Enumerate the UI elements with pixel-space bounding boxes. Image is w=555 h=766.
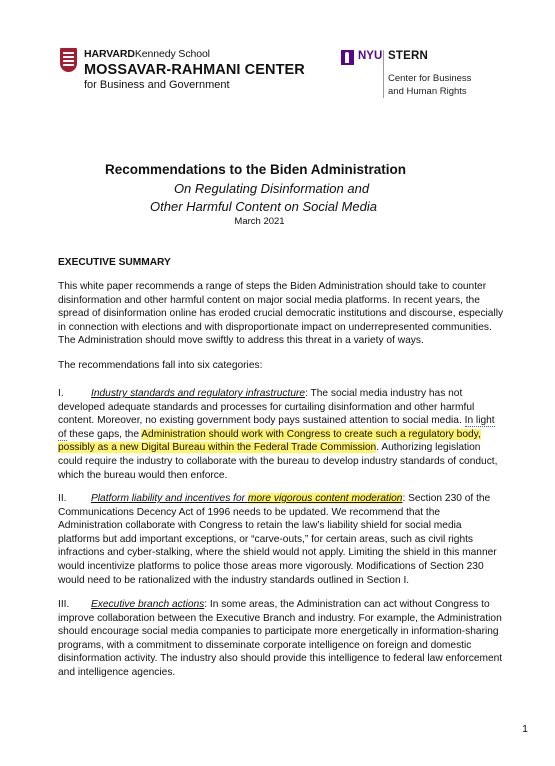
recommendation-text: these gaps, the (66, 428, 142, 440)
recommendation-text: . Authorizing legislation could require the industry to collaborate with the bureau to develop industry standards of conduct, which the bureau would then enforce. (58, 442, 498, 481)
document-subtitle-line2: Other Harmful Content on Social Media (150, 199, 377, 214)
nyu-center-subtitle (388, 72, 471, 98)
highlighted-text: more vigorous content moderation (247, 493, 403, 504)
recommendation-title-text: Platform liability and incentives for (91, 493, 248, 504)
document-subtitle-line1: On Regulating Disinformation and (173, 181, 370, 196)
recommendation-title: Industry standards and regulatory infrastructure (91, 388, 306, 399)
nyu-torch-icon (341, 50, 354, 65)
harvard-shield-icon (60, 48, 77, 72)
nyu-subtitle-line2: and Human Rights (388, 86, 467, 97)
grammar-flagged-text: In light of (58, 415, 495, 440)
recommendation-numeral: III. (58, 599, 70, 610)
nyu-logo-divider (383, 50, 384, 98)
hks-kennedy-school-words: Kennedy School (134, 48, 210, 60)
recommendation-text: : In some areas, the Administration can act without Congress to improve collaboration between the Executive Branch and industry. For example, the Administration should encourage social media companies to participate more energetically in information-sharing programs, with a commitment to disseminate corporate intelligence on foreign and domestic disinformation activity. The industry also should provide this intelligence to federal law enforcement and intelligence agencies. (58, 599, 503, 678)
recommendation-text: : The social media industry has not developed adequate standards and processes for curtailing disinformation and other harmful content. Moreover, no existing government body pays sustained attention to social media. (58, 388, 475, 427)
hks-center-name: MOSSAVAR-RAHMANI CENTER (84, 62, 305, 78)
nyu-stern-logo (341, 50, 501, 100)
recommendation-1 (58, 387, 504, 482)
recommendation-numeral: II. (58, 493, 67, 504)
executive-summary-heading: EXECUTIVE SUMMARY (58, 257, 171, 268)
nyu-subtitle-line1: Center for Business (388, 73, 472, 84)
hks-logo-line1 (84, 48, 210, 60)
nyu-stern-name: STERN (388, 50, 428, 62)
recommendation-numeral: I. (58, 388, 64, 399)
harvard-kennedy-school-logo (60, 48, 305, 98)
nyu-name: NYU (358, 50, 383, 62)
recommendation-3 (58, 598, 504, 680)
recommendation-2 (58, 492, 504, 587)
hks-center-subtitle: for Business and Government (84, 79, 230, 91)
recommendation-title (91, 493, 402, 504)
document-title: Recommendations to the Biden Administration (104, 162, 407, 177)
recommendation-text: : Section 230 of the Communications Decency Act of 1996 needs to be updated. We recommend that the Administration collaborate with Congress to retain the law’s liability shield for social media platforms but add important exceptions, or “carve-outs,” for certain areas, such as civil rights infractions and cyber-stalking, where the shield would not apply. Limiting the shield in this manner would incentivize platforms to police those areas more vigorously. Modifications of Section 230 would need to be rationalized with the industry standards outlined in Section I. (58, 493, 497, 586)
executive-summary-paragraph: This white paper recommends a range of steps the Biden Administration should take to counter disinformation and other harmful content on major social media platforms. In recent years, the spread of disinformation online has eroded crucial democratic institutions and discourse, especially in connection with elections and with disproportionate impact on underrepresented communities. The Administration should move swiftly to address this threat in a variety of ways. (58, 281, 504, 347)
hks-harvard-word: HARVARD (84, 48, 135, 60)
page-number: 1 (522, 723, 528, 735)
highlighted-text: Administration should work with Congress to create such a regulatory body, possibly as a new Digital Bureau within the Federal Trade Commission (58, 428, 481, 454)
document-date: March 2021 (234, 216, 285, 227)
recommendations-intro: The recommendations fall into six categories: (58, 360, 263, 371)
recommendation-title: Executive branch actions (91, 599, 205, 610)
